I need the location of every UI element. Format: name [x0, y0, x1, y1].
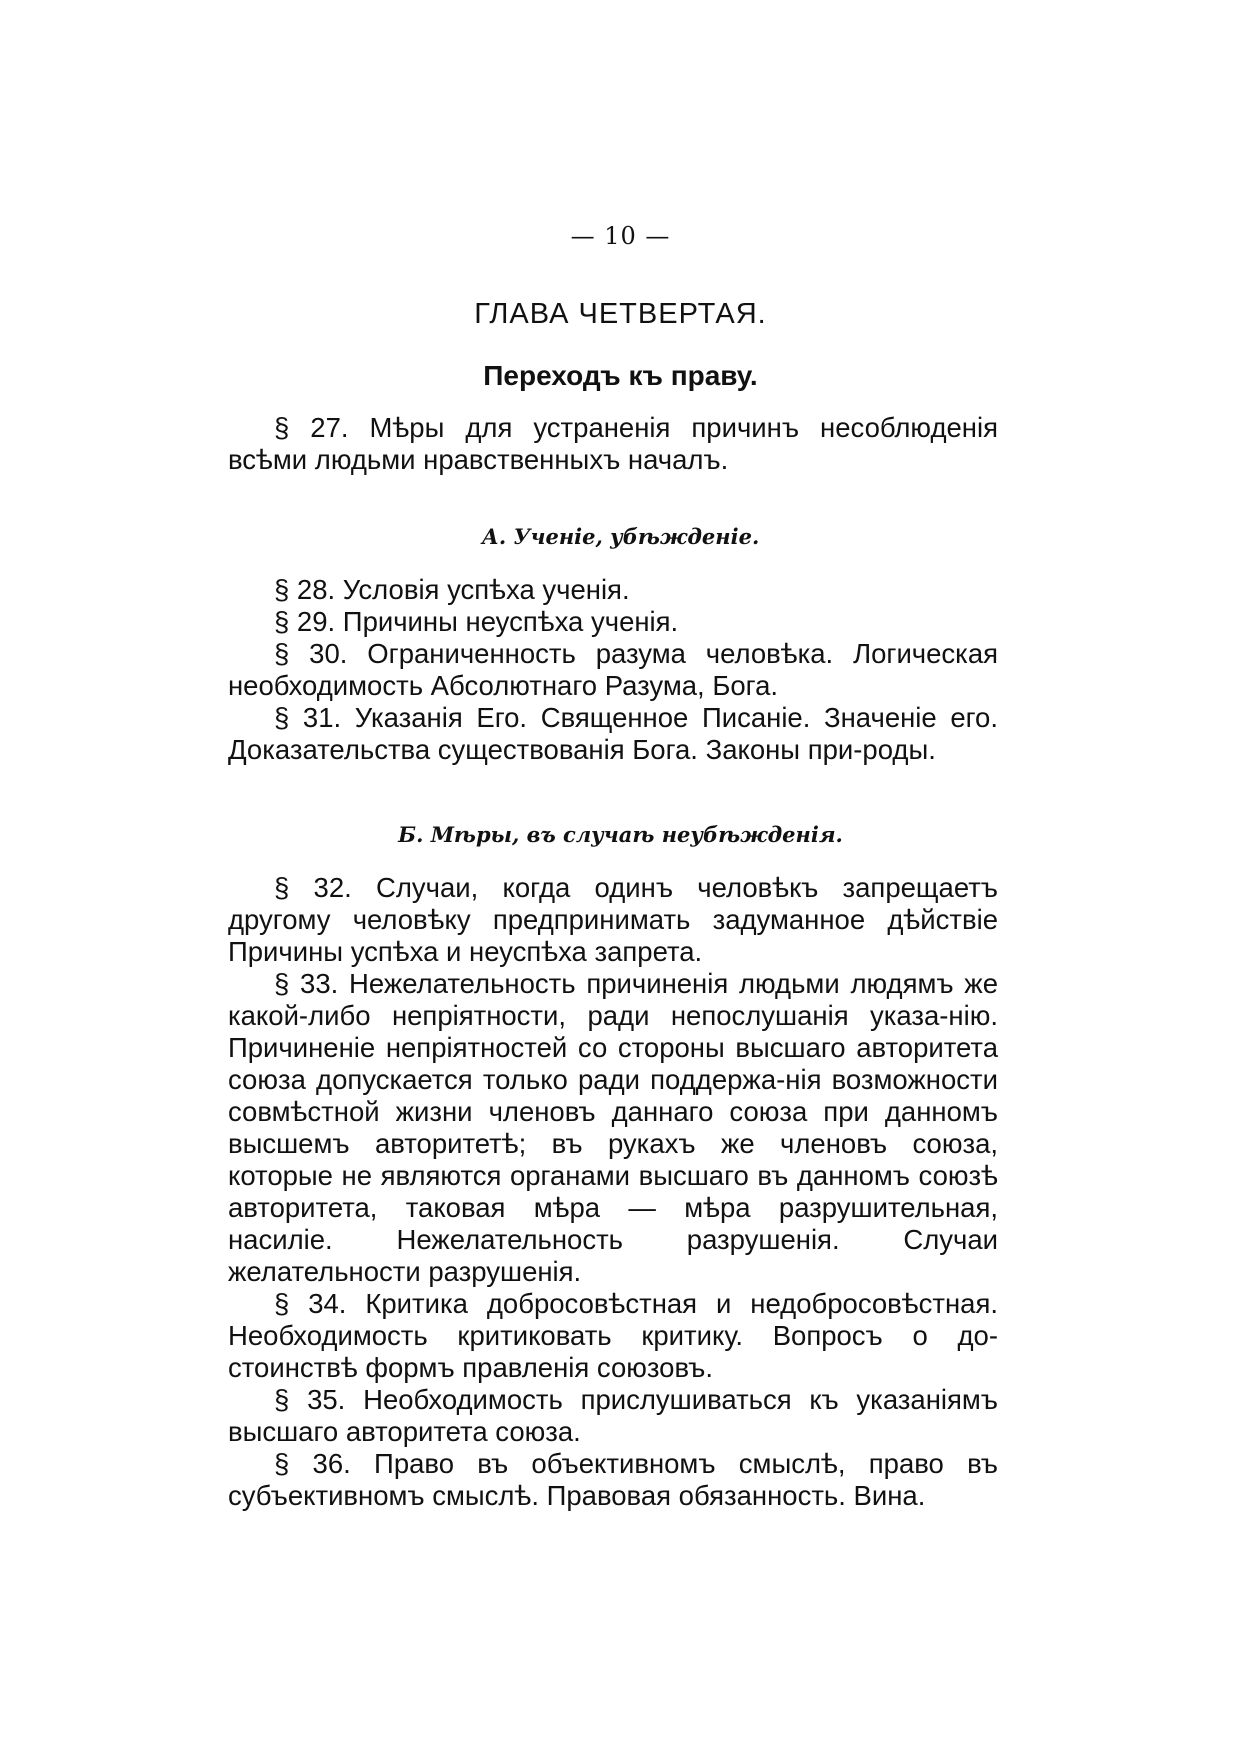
- paragraph-35: § 35. Необходимость прислушиваться къ указаніямъ высшаго авторитета союза.: [228, 1384, 998, 1447]
- section-b: [228, 872, 998, 1512]
- paragraph-32: § 32. Случаи, когда одинъ человѣкъ запрещаетъ другому человѣку предпринимать задуманное дѣйствіе Причины успѣха и неуспѣха запрета.: [228, 872, 998, 967]
- paragraph-28: § 28. Условія успѣха ученія.: [274, 574, 630, 605]
- chapter-subtitle: Переходъ къ праву.: [483, 360, 758, 391]
- paragraph-34: § 34. Критика добросовѣстная и недобросовѣстная. Необходимость критиковать критику. Вопросъ о до-стоинствѣ формъ правленія союзовъ.: [228, 1288, 998, 1383]
- section-intro: [228, 412, 998, 476]
- section-a: [228, 574, 998, 766]
- page-number: — 10 —: [570, 222, 671, 250]
- section-heading-a: А. Ученіе, убѣжденіе.: [481, 524, 760, 549]
- section-heading-b: Б. Мѣры, въ случаѣ неубѣжденія.: [398, 822, 843, 847]
- paragraph-36: § 36. Право въ объективномъ смыслѣ, право въ субъективномъ смыслѣ. Правовая обязанность. Вина.: [228, 1448, 998, 1511]
- paragraph-31: § 31. Указанія Его. Священное Писаніе. Значеніе его. Доказательства существованія Бога. Законы при-роды.: [228, 702, 998, 765]
- paragraph-27: § 27. Мѣры для устраненія причинъ несоблюденія всѣми людьми нравственныхъ началъ.: [228, 412, 998, 475]
- paragraph-33: § 33. Нежелательность причиненія людьми людямъ же какой-либо непріятности, ради непослушанія указа-нію. Причиненіе непріятностей со стороны высшаго авторитета союза допускается только ради поддержа-нія возможности совмѣстной жизни членовъ даннаго союза при данномъ высшемъ авторитетѣ; въ рукахъ же членовъ союза, которые не являются органами высшаго въ данномъ союзѣ авторитета, таковая мѣра — мѣра разрушительная, насиліе. Нежелательность разрушенія. Случаи желательности разрушенія.: [228, 968, 998, 1287]
- chapter-title: ГЛАВА ЧЕТВЕРТАЯ.: [474, 298, 767, 330]
- paragraph-30: § 30. Ограниченность разума человѣка. Логическая необходимость Абсолютнаго Разума, Бога.: [228, 638, 998, 701]
- paragraph-29: § 29. Причины неуспѣха ученія.: [274, 606, 679, 637]
